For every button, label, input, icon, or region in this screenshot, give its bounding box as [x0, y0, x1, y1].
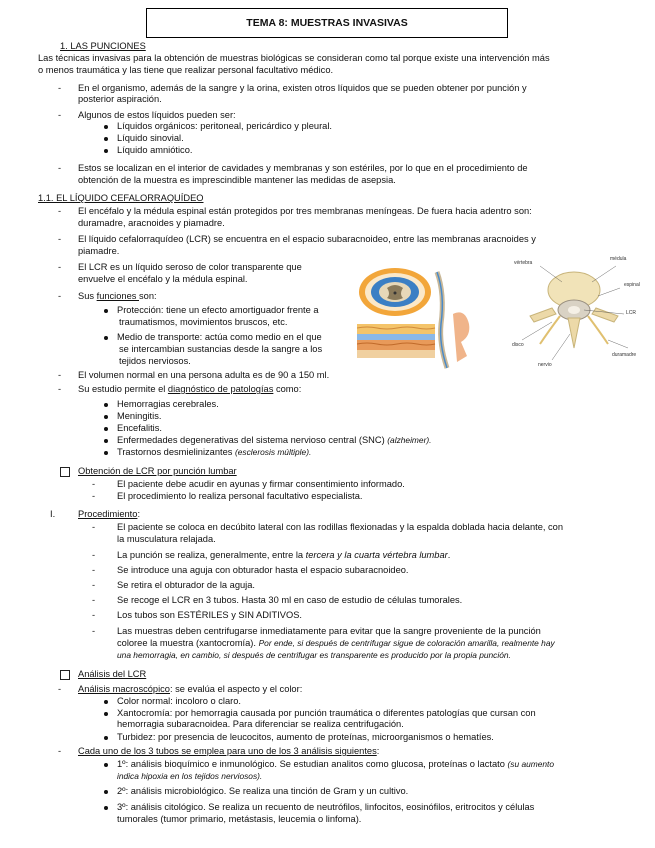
dash-marker: -: [58, 234, 62, 244]
function-protection-1: Protección: tiene un efecto amortiguador frente a: [117, 305, 319, 315]
liquids-intro: Algunos de estos líquidos pueden ser:: [78, 110, 236, 120]
organism-text-1: En el organismo, además de la sangre y la orina, existen otros líquidos que se pueden obtener por punción y: [78, 83, 527, 93]
procedure-step-7c: una hemorragia, en cambio, si después de centrifugar es transparente es producido por la propia punción.: [117, 650, 511, 660]
dash-marker: -: [92, 491, 96, 501]
lcr-location-text-1: El líquido cefalorraquídeo (LCR) se encuentra en el espacio subaracnoideo, entre las membranas aracnoides y: [78, 234, 536, 244]
volume-text: El volumen normal en una persona adulta es de 90 a 150 ml.: [78, 370, 330, 380]
location-text-2: obtención de la muestra es imprescindible mantener las medidas de asepsia.: [78, 175, 396, 185]
dash-marker: -: [92, 595, 96, 605]
tube-analysis-3a: 3º: análisis citológico. Se realiza un recuento de neutrófilos, linfocitos, eosinófilos, eritrocitos y células: [117, 802, 535, 812]
procedure-step-2: La punción se realiza, generalmente, entre la tercera y la cuarta vértebra lumbar.: [117, 550, 451, 560]
dash-marker: -: [58, 83, 62, 93]
location-text-1: Estos se localizan en el interior de cavidades y membranas y son estériles, por lo que en el procedimiento de: [78, 163, 528, 173]
dash-marker: -: [92, 479, 96, 489]
functions-intro: Sus funciones son:: [78, 291, 157, 301]
bullet-icon: [104, 137, 108, 141]
tube-analysis-2: 2º: análisis microbiológico. Se realiza una tinción de Gram y un cultivo.: [117, 786, 409, 796]
bullet-icon: [104, 806, 108, 810]
function-transport-2: se intercambian sustancias desde la sangre a los: [119, 344, 323, 354]
macroscopic-item: Turbidez: por presencia de leucocitos, aumento de proteínas, microorganismos o hematíes.: [117, 732, 494, 742]
bullet-icon: [104, 336, 108, 340]
bullet-icon: [104, 415, 108, 419]
procedure-step-5: Se recoge el LCR en 3 tubos. Hasta 30 ml en caso de estudio de células tumorales.: [117, 595, 463, 605]
procedure-step-6: Los tubos son ESTÉRILES y SIN ADITIVOS.: [117, 610, 302, 620]
section-heading-lcr: 1.1. EL LÍQUIDO CEFALORRAQUÍDEO: [38, 193, 204, 203]
bullet-icon: [104, 763, 108, 767]
checkbox-icon: [60, 670, 70, 680]
lcr-serous-text-1: El LCR es un líquido seroso de color transparente que: [78, 262, 302, 272]
function-transport-1: Medio de transporte: actúa como medio en el que: [117, 332, 322, 342]
procedure-step-4: Se retira el obturador de la aguja.: [117, 580, 255, 590]
bullet-icon: [104, 700, 108, 704]
dash-marker: -: [58, 206, 62, 216]
bullet-icon: [104, 451, 108, 455]
dash-marker: -: [92, 580, 96, 590]
checkbox-icon: [60, 467, 70, 477]
figure-label: vértebra: [514, 260, 533, 266]
obtention-item: El paciente debe acudir en ayunas y firmar consentimiento informado.: [117, 479, 405, 489]
function-transport-3: tejidos nerviosos.: [119, 356, 191, 366]
page-title: TEMA 8: MUESTRAS INVASIVAS: [146, 8, 508, 38]
lcr-location-text-2: piamadre.: [78, 246, 120, 256]
macroscopic-item: Color normal: incoloro o claro.: [117, 696, 242, 706]
pathology-item: Hemorragias cerebrales.: [117, 399, 219, 409]
pathology-item: Meningitis.: [117, 411, 162, 421]
bullet-icon: [104, 309, 108, 313]
macroscopic-item-xantocromia-2: hemorragia subaracnoidea. Para diferenciar se realiza centrifugación.: [117, 719, 404, 729]
organism-text-2: posterior aspiración.: [78, 94, 162, 104]
meninges-text-1: El encéfalo y la médula espinal están protegidos por tres membranas meníngeas. De fuera hacia adentro son:: [78, 206, 532, 216]
pathology-item: Encefalitis.: [117, 423, 162, 433]
dash-marker: -: [58, 684, 62, 694]
dash-marker: -: [58, 384, 62, 394]
dash-marker: -: [58, 746, 62, 756]
bullet-icon: [104, 790, 108, 794]
roman-numeral: I.: [50, 509, 56, 519]
tube-analysis-1b: indica hipoxia en los tejidos nerviosos).: [117, 771, 263, 781]
intro-line-2: o menos traumática y las tiene que realizar personal facultativo médico.: [38, 65, 334, 75]
tube-analysis-1a: 1º: análisis bioquímico e inmunológico. Se estudian analitos como glucosa, proteínas o lactato (su aumento: [117, 759, 555, 769]
liquid-item: Líquidos orgánicos: peritoneal, pericárdico y pleural.: [117, 121, 332, 131]
lcr-serous-text-2: envuelve el encéfalo y la médula espinal.: [78, 274, 248, 284]
section-heading-punciones: 1. LAS PUNCIONES: [60, 41, 146, 51]
macroscopic-item-xantocromia-1: Xantocromía: por hemorragia causada por punción traumática o diferentes patologías que cursan con: [117, 708, 536, 718]
obtention-heading: Obtención de LCR por punción lumbar: [78, 466, 237, 476]
figure-label: duramadre: [612, 352, 637, 358]
diagnosis-intro: Su estudio permite el diagnóstico de patologías como:: [78, 384, 302, 394]
procedure-step-1a: El paciente se coloca en decúbito lateral con las rodillas flexionadas y la espalda doblada hacia delante, con: [117, 522, 564, 532]
figure-label: LCR: [626, 310, 637, 316]
figure-label: disco: [512, 342, 524, 348]
procedure-step-1b: la musculatura relajada.: [117, 534, 216, 544]
dash-marker: -: [58, 370, 62, 380]
dash-marker: -: [92, 550, 96, 560]
dash-marker: -: [92, 522, 96, 532]
dash-marker: -: [92, 610, 96, 620]
analysis-heading: Análisis del LCR: [78, 669, 147, 679]
meninges-text-2: duramadre, aracnoides y piamadre.: [78, 218, 225, 228]
procedure-step-3: Se introduce una aguja con obturador hasta el espacio subaracnoideo.: [117, 565, 409, 575]
macroscopic-intro: Análisis macroscópico: se evalúa el aspecto y el color:: [78, 684, 303, 694]
bullet-icon: [104, 427, 108, 431]
dash-marker: -: [58, 291, 62, 301]
pathology-item: Trastornos desmielinizantes (esclerosis múltiple).: [117, 447, 312, 457]
procedure-step-7b: coloree la muestra (xantocromía). Por ende, si después de centrifugar sigue de coloración amarilla, realmente hay: [117, 638, 555, 648]
liquid-item: Líquido sinovial.: [117, 133, 184, 143]
bullet-icon: [104, 736, 108, 740]
pathology-item: Enfermedades degenerativas del sistema nervioso central (SNC) (alzheimer).: [117, 435, 432, 445]
vertebra-figure: [512, 252, 640, 370]
bullet-icon: [104, 712, 108, 716]
figure-label: nervio: [538, 362, 552, 368]
function-protection-2: traumatismos, movimientos bruscos, etc.: [119, 317, 288, 327]
tube-analysis-3b: tumorales (tumor primario, metástasis, leucemia o linfoma).: [117, 814, 362, 824]
procedure-step-7a: Las muestras deben centrifugarse inmediatamente para evitar que la sangre proveniente de la punción: [117, 626, 541, 636]
procedure-heading: Procedimiento:: [78, 509, 141, 519]
bullet-icon: [104, 439, 108, 443]
dash-marker: -: [92, 565, 96, 575]
spinal-cord-cross-section-figure: [357, 264, 475, 374]
dash-marker: -: [58, 110, 62, 120]
bullet-icon: [104, 125, 108, 129]
bullet-icon: [104, 149, 108, 153]
tubes-intro: Cada uno de los 3 tubos se emplea para uno de los 3 análisis siguientes:: [78, 746, 380, 756]
dash-marker: -: [92, 626, 96, 636]
dash-marker: -: [58, 163, 62, 173]
bullet-icon: [104, 403, 108, 407]
dash-marker: -: [58, 262, 62, 272]
intro-line-1: Las técnicas invasivas para la obtención de muestras biológicas se consideran como tal porque existe una intervención más: [38, 53, 550, 63]
figure-label: médula: [610, 256, 627, 262]
figure-label: espinal: [624, 282, 640, 288]
obtention-item: El procedimiento lo realiza personal facultativo especialista.: [117, 491, 363, 501]
liquid-item: Líquido amniótico.: [117, 145, 193, 155]
